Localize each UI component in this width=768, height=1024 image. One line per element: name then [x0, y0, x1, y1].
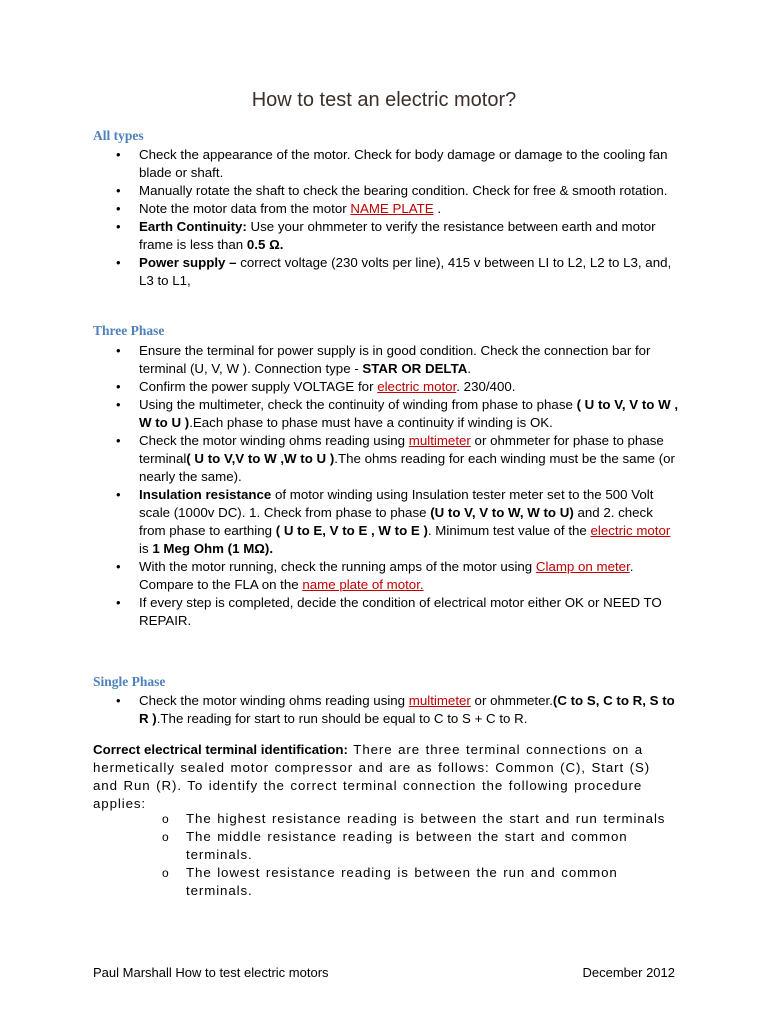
footer-author: Paul Marshall How to test electric motors	[93, 965, 329, 980]
section-heading-single-phase: Single Phase	[93, 674, 166, 689]
text-run: . Compare to the FLA on the	[139, 559, 634, 592]
inline-link[interactable]: name plate of motor.	[302, 577, 424, 592]
bullet-item	[93, 432, 683, 486]
text-run: Confirm the power supply VOLTAGE for	[139, 379, 378, 394]
text-run: Check the motor winding ohms reading using	[139, 433, 409, 448]
bullet-item	[93, 692, 683, 728]
bullet-item	[93, 254, 683, 290]
text-run: Manually rotate the shaft to check the bearing condition. Check for free & smooth rotation.	[139, 183, 668, 198]
text-run: or ohmmeter.	[470, 693, 553, 708]
bullet-item	[93, 218, 683, 254]
sub-list-item: o The highest resistance reading is between the start and run terminals	[93, 810, 678, 828]
bold-text: 0.5 Ω.	[246, 237, 284, 252]
inline-link[interactable]: multimeter	[408, 693, 471, 708]
text-run: . 230/400.	[456, 379, 516, 394]
text-run: and 2. check from phase to earthing	[139, 505, 653, 538]
inline-link[interactable]: multimeter	[408, 433, 471, 448]
bold-text: Insulation resistance	[139, 487, 272, 502]
inline-link[interactable]: Clamp on meter	[535, 559, 630, 574]
bullet-item	[93, 200, 683, 218]
text-run: correct voltage (230 volts per line), 415 v between LI to L2, L2 to L3, and, L3 to L1,	[139, 255, 672, 288]
bold-text: Earth Continuity:	[139, 219, 247, 234]
bold-text: (U to V, V to W, W to U)	[430, 505, 574, 520]
text-run: Use your ohmmeter to verify the resistance between earth and motor frame is less than	[139, 219, 656, 252]
bold-text: ( U to E, V to E , W to E )	[275, 523, 428, 538]
bold-text: Correct electrical terminal identification:	[93, 742, 348, 757]
section-heading-three-phase: Three Phase	[93, 323, 165, 338]
text-run: With the motor running, check the running amps of the motor using	[139, 559, 536, 574]
text-run: Using the multimeter, check the continuity of winding from phase to phase	[139, 397, 577, 412]
text-run: . Minimum test value of the	[427, 523, 591, 538]
text-run: .	[433, 201, 442, 216]
all-types-list	[93, 146, 683, 290]
bold-text: Power supply –	[139, 255, 237, 270]
bold-text: STAR OR DELTA	[362, 361, 468, 376]
text-run: Check the appearance of the motor. Check for body damage or damage to the cooling fan blade or shaft.	[139, 147, 668, 180]
bullet-item	[93, 594, 683, 630]
bullet-item	[93, 182, 683, 200]
text-run: Check the motor winding ohms reading using	[139, 693, 409, 708]
text-run: .The ohms reading for each winding must be the same (or nearly the same).	[139, 451, 675, 484]
sub-list-item: o The lowest resistance reading is between the run and common terminals.	[93, 864, 678, 900]
text-run: There are three terminal connections on a hermetically sealed motor compressor and are as follows: Common (C), Start (S) and Run (R). To identify the correct terminal connection the following procedure applies:	[93, 742, 651, 811]
terminal-identification-paragraph	[93, 741, 678, 813]
bold-text: ( U to V,V to W ,W to U )	[186, 451, 335, 466]
single-phase-list	[93, 692, 683, 728]
bullet-item	[93, 378, 683, 396]
bullet-item	[93, 146, 683, 182]
text-run: or ohmmeter for phase to phase terminal	[139, 433, 664, 466]
footer-date: December 2012	[582, 965, 675, 980]
text-run: of motor winding using Insulation tester meter set to the 500 Volt scale (1000v DC). 1. Check from phase to phase	[139, 487, 654, 520]
sub-list-item: o The middle resistance reading is between the start and common terminals.	[93, 828, 678, 864]
bullet-item	[93, 396, 683, 432]
text-run: .The reading for start to run should be equal to C to S + C to R.	[156, 711, 528, 726]
bullet-item	[93, 486, 683, 558]
section-heading-all-types: All types	[93, 128, 144, 143]
bold-text: (C to S, C to R, S to R )	[139, 693, 675, 726]
text-run: Note the motor data from the motor	[139, 201, 351, 216]
bullet-item	[93, 558, 683, 594]
resistance-reading-list	[93, 810, 678, 900]
bullet-item	[93, 342, 683, 378]
inline-link[interactable]: electric motor	[377, 379, 457, 394]
bold-text: 1 Meg Ohm (1 MΩ).	[152, 541, 274, 556]
inline-link[interactable]: electric motor	[590, 523, 671, 538]
text-run: .	[467, 361, 472, 376]
inline-link[interactable]: NAME PLATE	[350, 201, 434, 216]
page-title: How to test an electric motor?	[251, 89, 517, 111]
text-run: .Each phase to phase must have a continuity if winding is OK.	[189, 415, 553, 430]
text-run: Ensure the terminal for power supply is in good condition. Check the connection bar for terminal (U, V, W ). Connection type -	[139, 343, 651, 376]
three-phase-list	[93, 342, 683, 630]
text-run: If every step is completed, decide the condition of electrical motor either OK or NEED TO REPAIR.	[139, 595, 662, 628]
text-run: is	[139, 541, 153, 556]
bold-text: ( U to V, V to W , W to U )	[139, 397, 679, 430]
